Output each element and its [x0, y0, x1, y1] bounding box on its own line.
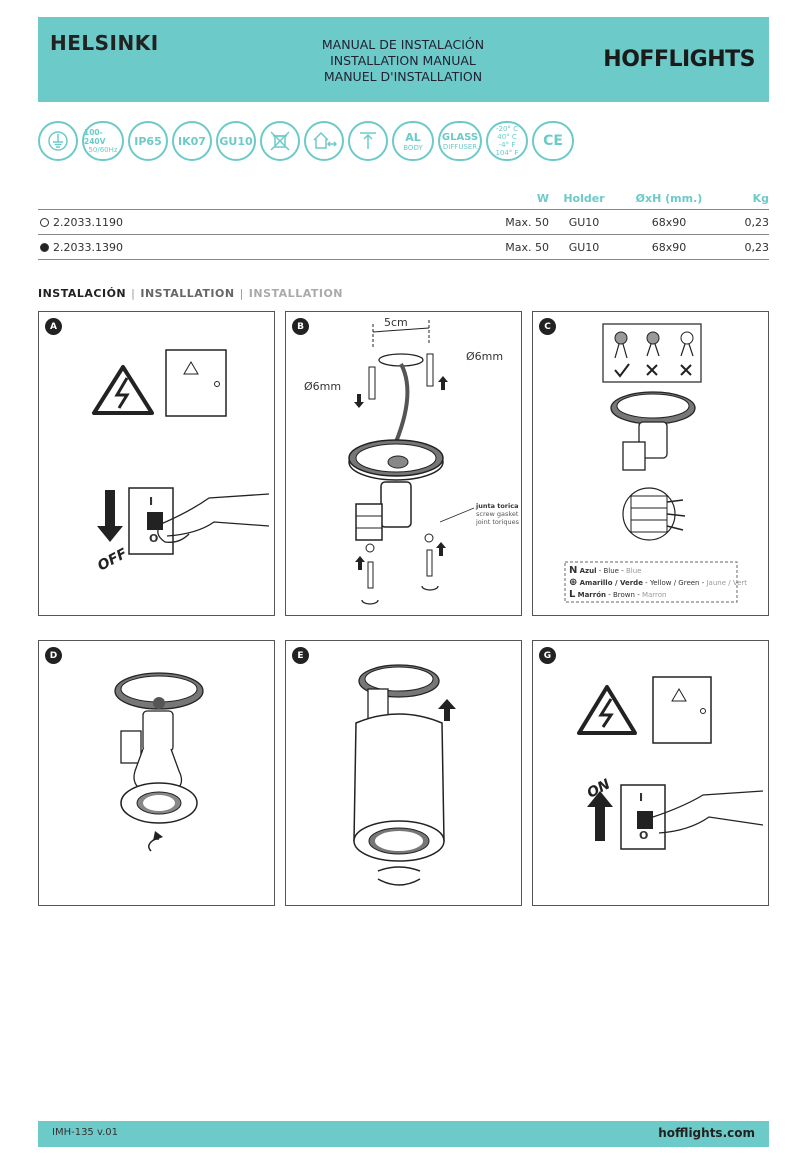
temp-min-f: -4° F: [498, 141, 516, 149]
section-separator: |: [239, 287, 244, 300]
temperature-range-icon: [486, 121, 528, 161]
wire-legend-row: N Azul - Blue - Blue: [569, 565, 642, 576]
step-g-illustration: [533, 641, 770, 907]
wire-code: N: [569, 565, 578, 576]
weight-value: 0,23: [744, 215, 769, 229]
model-name: HELSINKI: [50, 31, 159, 55]
section-title-fr: INSTALLATION: [248, 287, 344, 300]
voltage-icon: [82, 121, 124, 161]
wire-color-en: Brown: [612, 591, 635, 599]
col-watt: W: [536, 192, 549, 205]
step-badge: G: [539, 647, 556, 664]
wire-color-es: Amarillo / Verde: [579, 579, 643, 587]
ref-code: 2.2033.1390: [53, 240, 123, 254]
col-holder: Holder: [563, 192, 605, 205]
wire-color-fr: Blue: [625, 567, 642, 575]
wire-legend: [569, 565, 747, 601]
diffuser-material: GLASS: [441, 131, 479, 143]
brand-logo: HOFFLIGHTS: [603, 47, 755, 72]
diffuser-icon: [438, 121, 482, 161]
ip-rating-icon: IP65: [128, 121, 168, 161]
on-label: ON: [584, 776, 613, 802]
ce-mark-icon: CE: [532, 121, 574, 161]
col-weight: Kg: [752, 192, 769, 205]
body-material-icon: [392, 121, 434, 161]
black-finish-dot-icon: [40, 243, 49, 252]
ceiling-mount-icon: [348, 121, 388, 161]
col-size: ØxH (mm.): [635, 192, 703, 205]
step-badge: E: [292, 647, 309, 664]
step-panel-b: [285, 311, 522, 616]
hole-distance-label: 5cm: [384, 316, 408, 329]
indoor-outdoor-icon: [304, 121, 344, 161]
temp-max-c: 40° C: [497, 133, 517, 141]
diffuser-label: DIFFUSER: [442, 142, 478, 151]
earth-class-icon: [38, 121, 78, 161]
section-title: [38, 287, 343, 300]
weee-bin-icon: [260, 121, 300, 161]
off-label: OFF: [95, 545, 130, 575]
white-finish-dot-icon: [40, 218, 49, 227]
step-panel-e: [285, 640, 522, 906]
section-title-en: INSTALLATION: [140, 287, 235, 300]
temp-min-c: -20° C: [495, 125, 519, 133]
ref-code: 2.2033.1190: [53, 215, 123, 229]
step-panel-a: [38, 311, 275, 616]
step-d-illustration: [39, 641, 276, 907]
wire-color-es: Marrón: [577, 591, 606, 599]
step-e-illustration: [286, 641, 523, 907]
weight-value: 0,23: [744, 240, 769, 254]
switch-off-mark: O: [639, 829, 649, 842]
wire-color-es: Azul: [579, 567, 597, 575]
wire-legend-row: ⊕ Amarillo / Verde - Yellow / Green - Jaune / Vert: [569, 577, 748, 588]
section-title-es: INSTALACIÓN: [38, 287, 127, 300]
website-link[interactable]: hofflights.com: [658, 1126, 755, 1140]
table-row: [38, 210, 769, 235]
step-badge: D: [45, 647, 62, 664]
switch-off-mark: O: [149, 532, 159, 545]
certification-icon-row: [38, 121, 574, 163]
step-badge: A: [45, 318, 62, 335]
wire-code: L: [569, 589, 576, 600]
socket-type-icon: GU10: [216, 121, 256, 161]
manual-title: [288, 37, 518, 85]
switch-on-mark: I: [149, 495, 154, 508]
temp-max-f: 104° F: [495, 149, 519, 157]
document-version: IMH-135 v.01: [52, 1127, 119, 1138]
watt-value: Max. 50: [505, 240, 549, 254]
step-panel-g: [532, 640, 769, 906]
wire-legend-row: L Marrón - Brown - Marron: [569, 589, 667, 600]
gasket-label-fr: joint toriques: [476, 518, 519, 526]
table-row: [38, 235, 769, 260]
manual-title-es: MANUAL DE INSTALACIÓN: [321, 37, 485, 52]
wire-color-en: Yellow / Green: [649, 579, 700, 587]
step-panel-d: [38, 640, 275, 906]
step-panel-c: [532, 311, 769, 616]
voltage-range: 100-240V: [84, 128, 106, 146]
step-a-illustration: [39, 312, 276, 617]
wire-color-en: Blue: [603, 567, 619, 575]
body-material: AL: [405, 130, 421, 144]
manual-title-fr: MANUEL D'INSTALLATION: [323, 69, 483, 84]
manual-title-en: INSTALLATION MANUAL: [330, 53, 476, 68]
gasket-label-en: screw gasket: [476, 510, 519, 518]
holder-value: GU10: [568, 215, 600, 229]
wire-color-fr: Jaune / Vert: [706, 579, 748, 587]
spec-table-header: [38, 192, 769, 210]
ik-rating-icon: IK07: [172, 121, 212, 161]
section-separator: |: [131, 287, 136, 300]
step-badge: B: [292, 318, 309, 335]
holder-value: GU10: [568, 240, 600, 254]
wire-code: ⊕: [569, 577, 578, 588]
body-label: BODY: [403, 143, 423, 152]
drill-left-label: Ø6mm: [304, 380, 342, 393]
drill-right-label: Ø6mm: [466, 350, 504, 363]
wire-color-fr: Marron: [641, 591, 667, 599]
spec-table: [38, 192, 769, 260]
footer-band: [38, 1121, 769, 1147]
switch-on-mark: I: [639, 791, 644, 804]
header-band: [38, 17, 769, 102]
size-value: 68x90: [651, 215, 687, 229]
size-value: 68x90: [651, 240, 687, 254]
frequency: 50/60Hz: [88, 146, 118, 154]
step-badge: C: [539, 318, 556, 335]
gasket-label-es: junta torica: [476, 502, 519, 510]
watt-value: Max. 50: [505, 215, 549, 229]
